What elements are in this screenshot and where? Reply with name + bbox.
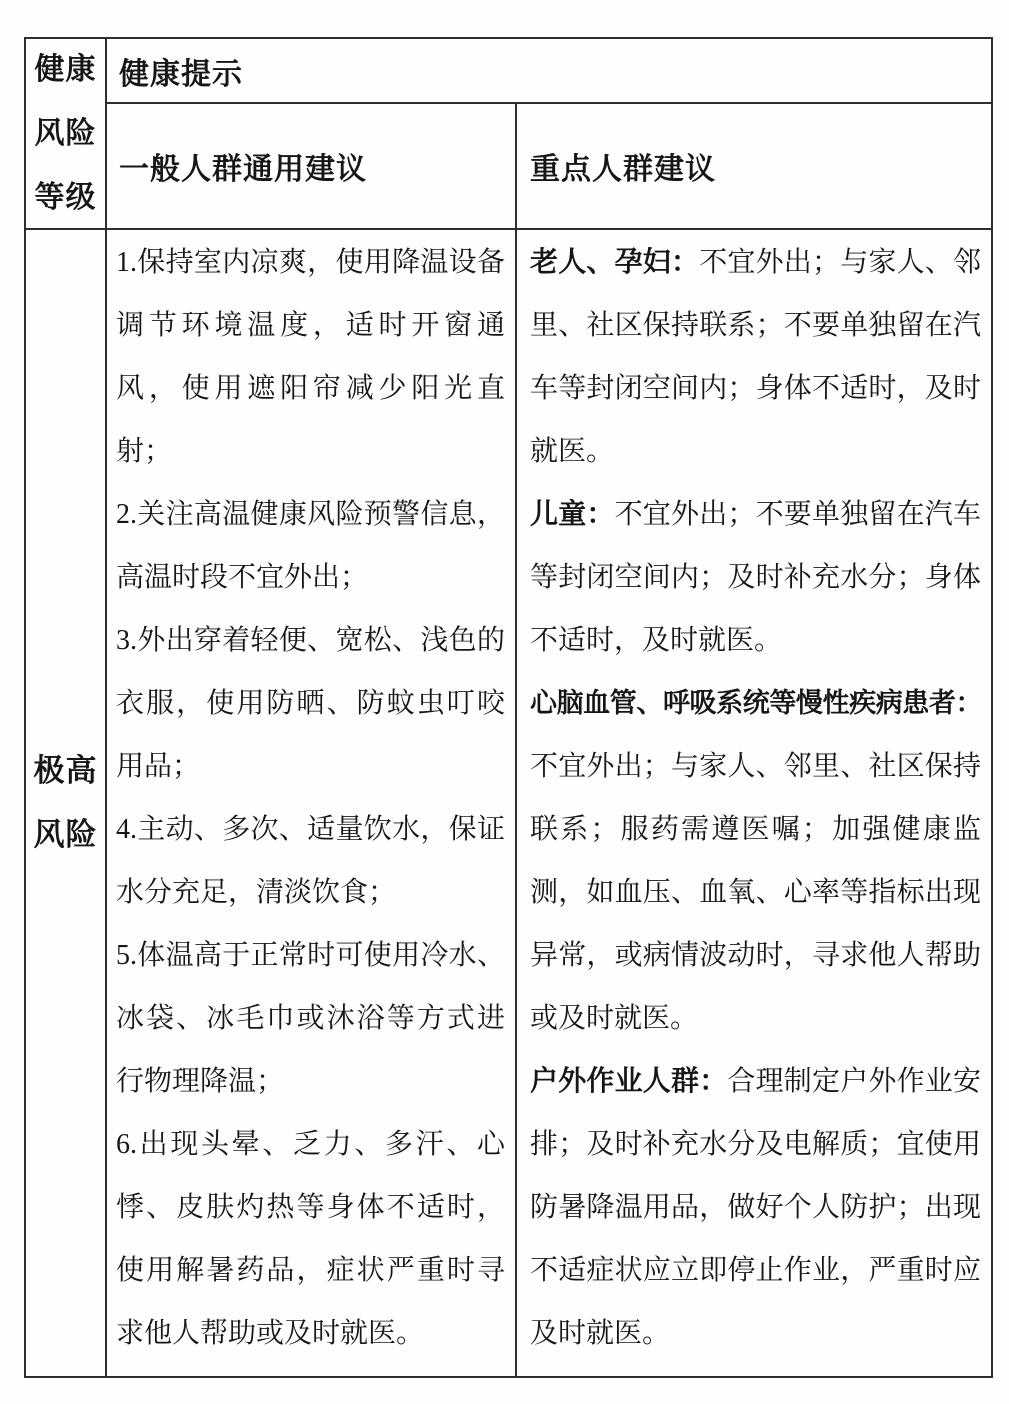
risk-level-value-line: 风险 (33, 817, 98, 852)
health-tips-header-cell (107, 39, 991, 104)
key-group-item: 心脑血管、呼吸系统等慢性疾病患者：不宜外出；与家人、邻里、社区保持联系；服药需遵医嘱；加强健康监测，如血压、血氧、心率等指标出现异常，或病情波动时，寻求他人帮助或及时就医。 (530, 688, 981, 1034)
general-advice-header-label: 一般人群通用建议 (119, 153, 367, 186)
general-advice-item: 2.关注高温健康风险预警信息，高温时段不宜外出； (116, 499, 505, 593)
key-group-item: 儿童：不宜外出；不要单独留在汽车等封闭空间内；及时补充水分；身体不适时，及时就医。 (530, 499, 981, 656)
risk-level-header-line: 健康 (34, 52, 97, 86)
key-groups-header-cell (517, 104, 991, 230)
risk-level-header-cell (26, 39, 107, 230)
key-group-label: 老人、孕妇： (530, 247, 700, 278)
key-group-item: 户外作业人群：合理制定户外作业安排；及时补充水分及电解质；宜使用防暑降温用品，做好个人防护；出现不适症状应立即停止作业，严重时应及时就医。 (530, 1066, 981, 1349)
general-advice-item: 4.主动、多次、适量饮水，保证水分充足，清淡饮食； (116, 814, 505, 908)
risk-level-value-cell (26, 230, 107, 1376)
risk-level-value-line: 极高 (33, 753, 98, 788)
key-group-label: 儿童： (530, 499, 615, 530)
general-advice-item: 3.外出穿着轻便、宽松、浅色的衣服，使用防晒、防蚊虫叮咬用品； (116, 625, 505, 782)
general-advice-item: 1.保持室内凉爽，使用降温设备调节环境温度，适时开窗通风，使用遮阳帘减少阳光直射； (116, 247, 505, 467)
key-group-item: 老人、孕妇：不宜外出；与家人、邻里、社区保持联系；不要单独留在汽车等封闭空间内；身体不适时，及时就医。 (530, 247, 981, 467)
key-group-label: 心脑血管、呼吸系统等慢性疾病患者： (530, 688, 981, 718)
health-risk-table (24, 37, 993, 1378)
risk-level-header-line: 等级 (34, 180, 97, 214)
risk-level-header-line: 风险 (34, 116, 97, 150)
health-tips-header-label: 健康提示 (119, 57, 243, 91)
key-groups-body-cell (517, 230, 991, 1376)
general-advice-item: 6.出现头晕、乏力、多汗、心悸、皮肤灼热等身体不适时，使用解暑药品，症状严重时寻求他人帮助或及时就医。 (116, 1129, 505, 1349)
key-group-label: 户外作业人群： (530, 1066, 728, 1097)
general-advice-body-cell (107, 230, 517, 1376)
general-advice-item: 5.体温高于正常时可使用冷水、冰袋、冰毛巾或沐浴等方式进行物理降温； (116, 940, 505, 1097)
key-groups-header-label: 重点人群建议 (530, 153, 716, 186)
general-advice-header-cell (107, 104, 517, 230)
